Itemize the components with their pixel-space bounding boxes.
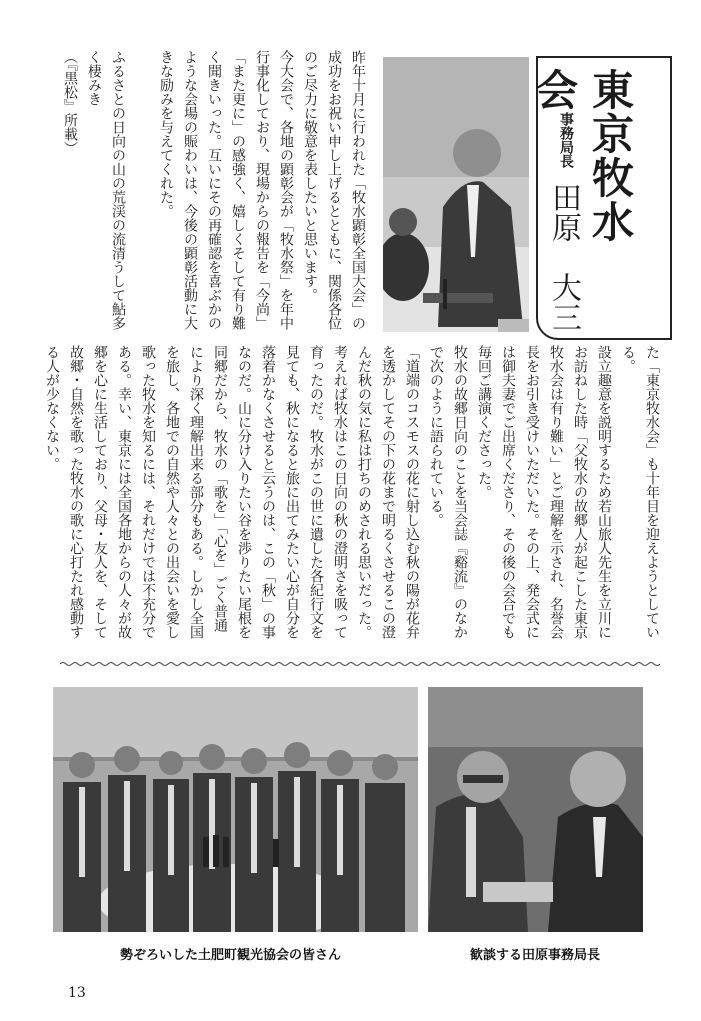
article-title: 東京牧水会 xyxy=(530,68,635,244)
author-name: 田原 大三 xyxy=(546,182,581,332)
text-column-lower-right: 同郷だから、牧水の「歌を」「心を」ごく普通により深く理解出来る部分もある。しかし全国を旅し、各地での自然や人々との出会いを愛し歌った牧水を知るには、それだけでは不充分である。幸い、東京には全国各地からの人々が故郷を心に生活しており、父母・友人を、そして故郷・自然を歌った牧水の歌に心打たれ感動する人が少なくない。 xyxy=(44,345,228,639)
group-photo-caption: 勢ぞろいした土肥町観光協会の皆さん xyxy=(120,948,342,963)
group-photo xyxy=(53,687,418,932)
conversation-photo-caption: 歓談する田原事務局長 xyxy=(470,948,601,963)
conversation-photo xyxy=(428,687,643,932)
page-number: 13 xyxy=(68,985,86,1001)
text-column-left: 昨年十月に行われた「牧水顕彰全国大会」の成功をお祝い申し上げるとともに、関係各位のご尽力に敬意を表したいと思います。 今大会で、各地の顕彰会が「牧水祭」を年中行事化しており、現場からの報告を「今尚」「また更に」の感強く、嬉しくそして有り難く聞きいった。互いにその再確認を喜ぶかのような会場の賑わいは、今後の顕彰活動に大きな励みを与えてくれた。 ふるさとの日向の山の荒渓の流清うして鮎多く棲みき （『黒松』所載） xyxy=(62,50,366,330)
speaker-photo xyxy=(383,57,529,332)
text-column-upper-right: た「東京牧水会」も十年目を迎えようとしている。 設立趣意を説明するため若山旅人先生を立川にお訪ねした時「父牧水の故郷人が起こした東京牧水会は有り難い」とご理解を示され、名誉会長をお引き受けいただいた。その上、発会式には御夫妻でご出席くださり、その後の会合でも毎回ご講演くださった。 牧水の故郷日向のことを当会誌『谿流』のなかで次のように語られている。 「道端のコスモスの花に射し込む秋の陽が花弁を透かしてその下の花まで明るくさせるこの澄んだ秋の気に私は打ちのめされる思いだった。考えれば牧水はこの日向の秋の澄明さを吸って育ったのだ。牧水がこの世に遺した各紀行文を見ても、秋になると旅に出てみたい心が自分を落着かなくさせると云うのは、この「秋」の事なのだ。山に分け入りたい谷を渉りたい尾根を xyxy=(236,345,660,639)
author-role: 事務局長 xyxy=(558,112,574,168)
wavy-divider xyxy=(60,661,660,667)
